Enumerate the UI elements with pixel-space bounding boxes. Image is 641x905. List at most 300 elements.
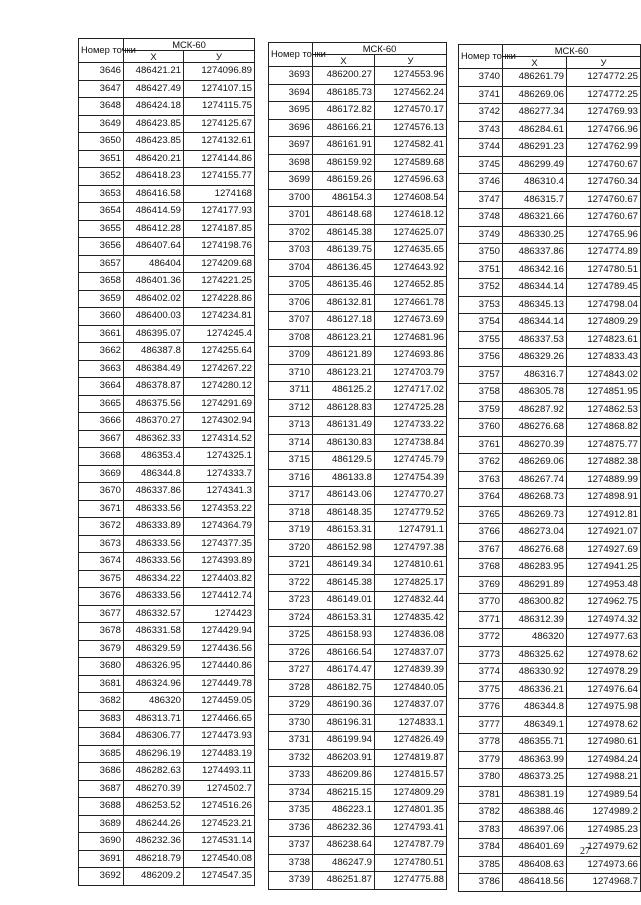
y-coordinate-cell: 1274760.34: [567, 174, 641, 192]
table-row: [459, 524, 641, 542]
y-coordinate-cell: 1274423: [184, 605, 255, 623]
y-coordinate-cell: 1274762.99: [567, 139, 641, 157]
x-coordinate-cell: 486215.15: [313, 784, 375, 802]
x-coordinate-cell: 486136.45: [313, 259, 375, 277]
table-row: [79, 308, 255, 326]
x-coordinate-cell: 486282.63: [124, 763, 184, 781]
point-number-cell: 3682: [79, 693, 124, 711]
x-coordinate-cell: 486427.49: [124, 80, 184, 98]
point-number-cell: 3684: [79, 728, 124, 746]
x-coordinate-cell: 486148.35: [313, 504, 375, 522]
y-coordinate-cell: 1274989.54: [567, 786, 641, 804]
table-row: [269, 84, 447, 102]
y-coordinate-cell: 1274228.86: [184, 290, 255, 308]
x-coordinate-cell: 486283.95: [503, 559, 567, 577]
y-coordinate-cell: 1274255.64: [184, 343, 255, 361]
table-row: [459, 156, 641, 174]
point-number-cell: 3767: [459, 541, 503, 559]
y-coordinate-cell: 1274144.86: [184, 150, 255, 168]
x-coordinate-cell: 486200.27: [313, 67, 375, 85]
x-coordinate-cell: 486401.69: [503, 839, 567, 857]
y-coordinate-cell: 1274234.81: [184, 308, 255, 326]
point-number-cell: 3661: [79, 325, 124, 343]
point-number-cell: 3771: [459, 611, 503, 629]
x-coordinate-cell: 486159.92: [313, 154, 375, 172]
x-coordinate-cell: 486404: [124, 255, 184, 273]
table-row: [79, 98, 255, 116]
point-number-cell: 3715: [269, 452, 313, 470]
y-coordinate-cell: 1274797.38: [375, 539, 447, 557]
x-coordinate-cell: 486321.66: [503, 209, 567, 227]
table-row: [79, 658, 255, 676]
table-row: [459, 174, 641, 192]
x-coordinate-cell: 486349.1: [503, 716, 567, 734]
y-coordinate-cell: 1274975.98: [567, 699, 641, 717]
point-number-cell: 3727: [269, 662, 313, 680]
x-coordinate-cell: 486209.2: [124, 868, 184, 886]
y-coordinate-cell: 1274738.84: [375, 434, 447, 452]
point-number-cell: 3735: [269, 802, 313, 820]
x-coordinate-cell: 486148.68: [313, 207, 375, 225]
y-coordinate-cell: 1274775.88: [375, 872, 447, 890]
point-number-cell: 3757: [459, 366, 503, 384]
y-coordinate-cell: 1274927.69: [567, 541, 641, 559]
y-coordinate-cell: 1274837.07: [375, 644, 447, 662]
x-coordinate-cell: 486423.85: [124, 133, 184, 151]
x-coordinate-cell: 486166.54: [313, 644, 375, 662]
table-row: [79, 850, 255, 868]
table-row: [79, 605, 255, 623]
table-row: [269, 749, 447, 767]
point-number-cell: 3741: [459, 86, 503, 104]
point-number-cell: 3774: [459, 664, 503, 682]
x-coordinate-cell: 486320: [503, 629, 567, 647]
table-row: [459, 401, 641, 419]
y-coordinate-cell: 1274832.44: [375, 592, 447, 610]
table-row: [79, 378, 255, 396]
x-coordinate-cell: 486397.06: [503, 821, 567, 839]
point-number-cell: 3703: [269, 242, 313, 260]
table-row: [269, 277, 447, 295]
table-row: [269, 697, 447, 715]
x-coordinate-cell: 486125.2: [313, 382, 375, 400]
point-number-cell: 3655: [79, 220, 124, 238]
point-number-cell: 3666: [79, 413, 124, 431]
y-coordinate-cell: 1274314.52: [184, 430, 255, 448]
y-coordinate-cell: 1274780.51: [375, 854, 447, 872]
y-coordinate-cell: 1274703.79: [375, 364, 447, 382]
point-number-cell: 3665: [79, 395, 124, 413]
point-number-cell: 3752: [459, 279, 503, 297]
point-number-cell: 3688: [79, 798, 124, 816]
x-coordinate-cell: 486342.16: [503, 261, 567, 279]
y-coordinate-cell: 1274125.67: [184, 115, 255, 133]
table-row: [79, 185, 255, 203]
point-number-cell: 3658: [79, 273, 124, 291]
point-number-header: Номер точки: [459, 45, 503, 69]
point-number-cell: 3725: [269, 627, 313, 645]
table-row: [269, 732, 447, 750]
point-number-cell: 3742: [459, 104, 503, 122]
point-number-cell: 3754: [459, 314, 503, 332]
table-row: [269, 854, 447, 872]
x-coordinate-cell: 486363.99: [503, 751, 567, 769]
point-number-cell: 3705: [269, 277, 313, 295]
point-number-cell: 3764: [459, 489, 503, 507]
x-coordinate-cell: 486131.49: [313, 417, 375, 435]
y-coordinate-cell: 1274693.86: [375, 347, 447, 365]
point-number-cell: 3659: [79, 290, 124, 308]
y-coordinate-cell: 1274760.67: [567, 156, 641, 174]
table-row: [459, 384, 641, 402]
point-number-cell: 3674: [79, 553, 124, 571]
point-number-cell: 3697: [269, 137, 313, 155]
y-coordinate-cell: 1274793.41: [375, 819, 447, 837]
table-row: [79, 728, 255, 746]
x-coordinate-cell: 486269.73: [503, 506, 567, 524]
table-row: [269, 487, 447, 505]
point-number-cell: 3766: [459, 524, 503, 542]
x-coordinate-cell: 486247.9: [313, 854, 375, 872]
table-row: [269, 522, 447, 540]
x-coordinate-cell: 486421.21: [124, 63, 184, 81]
y-coordinate-cell: 1274341.3: [184, 483, 255, 501]
y-coordinate-cell: 1274833.1: [375, 714, 447, 732]
table-row: [269, 382, 447, 400]
point-number-cell: 3738: [269, 854, 313, 872]
table-row: [79, 413, 255, 431]
point-number-cell: 3720: [269, 539, 313, 557]
y-coordinate-cell: 1274826.49: [375, 732, 447, 750]
table-row: [459, 244, 641, 262]
point-number-cell: 3784: [459, 839, 503, 857]
x-coordinate-cell: 486129.5: [313, 452, 375, 470]
y-coordinate-cell: 1274772.25: [567, 86, 641, 104]
x-coordinate-cell: 486149.01: [313, 592, 375, 610]
table-row: [79, 710, 255, 728]
y-coordinate-cell: 1274570.17: [375, 102, 447, 120]
table-row: [269, 259, 447, 277]
table-row: [79, 465, 255, 483]
y-coordinate-cell: 1274833.43: [567, 349, 641, 367]
x-coordinate-cell: 486209.86: [313, 767, 375, 785]
x-coordinate-cell: 486149.34: [313, 557, 375, 575]
y-coordinate-cell: 1274302.94: [184, 413, 255, 431]
table-row: [79, 745, 255, 763]
table-row: [459, 366, 641, 384]
table-row: [459, 786, 641, 804]
x-coordinate-cell: 486269.06: [503, 86, 567, 104]
y-coordinate-cell: 1274779.52: [375, 504, 447, 522]
y-coordinate-cell: 1274717.02: [375, 382, 447, 400]
y-coordinate-cell: 1274962.75: [567, 594, 641, 612]
point-number-cell: 3686: [79, 763, 124, 781]
point-number-cell: 3675: [79, 570, 124, 588]
table-row: [269, 802, 447, 820]
point-number-cell: 3650: [79, 133, 124, 151]
y-coordinate-cell: 1274459.05: [184, 693, 255, 711]
point-number-cell: 3676: [79, 588, 124, 606]
point-number-cell: 3680: [79, 658, 124, 676]
x-coordinate-cell: 486261.79: [503, 69, 567, 87]
x-coordinate-cell: 486337.86: [124, 483, 184, 501]
x-coordinate-cell: 486306.77: [124, 728, 184, 746]
x-coordinate-cell: 486381.19: [503, 786, 567, 804]
table-row: [79, 640, 255, 658]
table-row: [269, 574, 447, 592]
x-coordinate-cell: 486325.62: [503, 646, 567, 664]
x-coordinate-cell: 486276.68: [503, 419, 567, 437]
x-coordinate-cell: 486344.8: [124, 465, 184, 483]
table-row: [269, 767, 447, 785]
x-coordinate-cell: 486128.83: [313, 399, 375, 417]
x-coordinate-cell: 486172.82: [313, 102, 375, 120]
table-row: [459, 856, 641, 874]
x-coordinate-cell: 486375.56: [124, 395, 184, 413]
table-row: [459, 821, 641, 839]
x-coordinate-cell: 486424.18: [124, 98, 184, 116]
x-coordinate-cell: 486174.47: [313, 662, 375, 680]
point-number-cell: 3699: [269, 172, 313, 190]
y-coordinate-cell: 1274770.27: [375, 487, 447, 505]
table-row: [269, 189, 447, 207]
y-coordinate-cell: 1274774.89: [567, 244, 641, 262]
table-row: [459, 646, 641, 664]
y-coordinate-cell: 1274440.86: [184, 658, 255, 676]
x-coordinate-cell: 486373.25: [503, 769, 567, 787]
x-coordinate-cell: 486305.78: [503, 384, 567, 402]
point-number-header: Номер точки: [79, 39, 124, 63]
x-coordinate-cell: 486203.91: [313, 749, 375, 767]
table-row: [459, 751, 641, 769]
x-coordinate-cell: 486362.33: [124, 430, 184, 448]
x-coordinate-cell: 486332.57: [124, 605, 184, 623]
x-coordinate-cell: 486395.07: [124, 325, 184, 343]
x-coordinate-cell: 486223.1: [313, 802, 375, 820]
x-coordinate-cell: 486312.39: [503, 611, 567, 629]
point-number-cell: 3778: [459, 734, 503, 752]
table-row: [269, 539, 447, 557]
point-number-cell: 3781: [459, 786, 503, 804]
point-number-cell: 3772: [459, 629, 503, 647]
table-row: [269, 837, 447, 855]
y-coordinate-cell: 1274862.53: [567, 401, 641, 419]
table-row: [269, 154, 447, 172]
x-coordinate-cell: 486232.36: [124, 833, 184, 851]
y-coordinate-cell: 1274815.57: [375, 767, 447, 785]
point-number-cell: 3696: [269, 119, 313, 137]
x-coordinate-cell: 486287.92: [503, 401, 567, 419]
table-row: [79, 273, 255, 291]
y-header: У: [184, 51, 255, 63]
x-coordinate-cell: 486388.46: [503, 804, 567, 822]
table-row: [79, 815, 255, 833]
y-coordinate-cell: 1274973.66: [567, 856, 641, 874]
table-row: [79, 255, 255, 273]
x-coordinate-cell: 486407.64: [124, 238, 184, 256]
point-number-cell: 3756: [459, 349, 503, 367]
point-number-cell: 3785: [459, 856, 503, 874]
x-coordinate-cell: 486336.21: [503, 681, 567, 699]
y-coordinate-cell: 1274978.29: [567, 664, 641, 682]
y-coordinate-cell: 1274801.35: [375, 802, 447, 820]
y-coordinate-cell: 1274889.99: [567, 471, 641, 489]
table-row: [269, 417, 447, 435]
table-row: [269, 329, 447, 347]
point-number-cell: 3714: [269, 434, 313, 452]
table-row: [79, 588, 255, 606]
y-coordinate-cell: 1274979.62: [567, 839, 641, 857]
x-coordinate-cell: 486267.74: [503, 471, 567, 489]
table-row: [269, 609, 447, 627]
y-coordinate-cell: 1274493.11: [184, 763, 255, 781]
y-coordinate-cell: 1274875.77: [567, 436, 641, 454]
point-number-cell: 3656: [79, 238, 124, 256]
table-row: [459, 86, 641, 104]
table-row: [459, 296, 641, 314]
x-coordinate-cell: 486331.58: [124, 623, 184, 641]
point-number-cell: 3667: [79, 430, 124, 448]
table-row: [269, 119, 447, 137]
table-row: [459, 436, 641, 454]
y-coordinate-cell: 1274839.39: [375, 662, 447, 680]
table-row: [459, 104, 641, 122]
point-number-cell: 3695: [269, 102, 313, 120]
y-coordinate-cell: 1274516.26: [184, 798, 255, 816]
point-number-cell: 3713: [269, 417, 313, 435]
x-coordinate-cell: 486378.87: [124, 378, 184, 396]
x-coordinate-cell: 486268.73: [503, 489, 567, 507]
table-row: [459, 611, 641, 629]
y-coordinate-cell: 1274412.74: [184, 588, 255, 606]
point-number-cell: 3732: [269, 749, 313, 767]
x-coordinate-cell: 486313.71: [124, 710, 184, 728]
y-header: У: [375, 55, 447, 67]
y-coordinate-cell: 1274825.17: [375, 574, 447, 592]
y-coordinate-cell: 1274977.63: [567, 629, 641, 647]
x-coordinate-cell: 486232.36: [313, 819, 375, 837]
x-coordinate-cell: 486330.92: [503, 664, 567, 682]
x-coordinate-cell: 486412.28: [124, 220, 184, 238]
table-row: [79, 798, 255, 816]
y-coordinate-cell: 1274823.61: [567, 331, 641, 349]
x-coordinate-cell: 486333.56: [124, 535, 184, 553]
point-number-cell: 3668: [79, 448, 124, 466]
point-number-cell: 3776: [459, 699, 503, 717]
y-coordinate-cell: 1274466.65: [184, 710, 255, 728]
y-coordinate-cell: 1274449.78: [184, 675, 255, 693]
table-row: [459, 769, 641, 787]
point-number-cell: 3708: [269, 329, 313, 347]
table-row: [269, 67, 447, 85]
y-coordinate-cell: 1274984.24: [567, 751, 641, 769]
x-coordinate-cell: 486153.31: [313, 522, 375, 540]
point-number-cell: 3750: [459, 244, 503, 262]
x-coordinate-cell: 486185.73: [313, 84, 375, 102]
y-coordinate-cell: 1274733.22: [375, 417, 447, 435]
point-number-cell: 3723: [269, 592, 313, 610]
y-coordinate-cell: 1274780.51: [567, 261, 641, 279]
table-row: [269, 644, 447, 662]
point-number-cell: 3773: [459, 646, 503, 664]
y-coordinate-cell: 1274787.79: [375, 837, 447, 855]
x-coordinate-cell: 486199.94: [313, 732, 375, 750]
point-number-cell: 3706: [269, 294, 313, 312]
x-coordinate-cell: 486329.59: [124, 640, 184, 658]
y-coordinate-cell: 1274608.54: [375, 189, 447, 207]
x-coordinate-cell: 486291.89: [503, 576, 567, 594]
table-row: [79, 203, 255, 221]
point-number-cell: 3709: [269, 347, 313, 365]
point-number-cell: 3748: [459, 209, 503, 227]
table-row: [79, 80, 255, 98]
point-number-cell: 3679: [79, 640, 124, 658]
y-coordinate-cell: 1274791.1: [375, 522, 447, 540]
y-coordinate-cell: 1274187.85: [184, 220, 255, 238]
y-coordinate-cell: 1274618.12: [375, 207, 447, 225]
y-coordinate-cell: 1274989.2: [567, 804, 641, 822]
point-number-cell: 3719: [269, 522, 313, 540]
y-coordinate-cell: 1274596.63: [375, 172, 447, 190]
table-row: [79, 780, 255, 798]
x-coordinate-cell: 486333.56: [124, 500, 184, 518]
point-number-cell: 3678: [79, 623, 124, 641]
page-number: 27: [580, 846, 590, 857]
point-number-cell: 3662: [79, 343, 124, 361]
y-coordinate-cell: 1274912.81: [567, 506, 641, 524]
table-row: [79, 868, 255, 886]
table-row: [269, 819, 447, 837]
y-coordinate-cell: 1274754.39: [375, 469, 447, 487]
point-number-cell: 3651: [79, 150, 124, 168]
point-number-cell: 3731: [269, 732, 313, 750]
x-coordinate-cell: 486337.86: [503, 244, 567, 262]
x-coordinate-cell: 486299.49: [503, 156, 567, 174]
table-row: [79, 290, 255, 308]
y-coordinate-cell: 1274291.69: [184, 395, 255, 413]
table-row: [79, 500, 255, 518]
table-row: [269, 399, 447, 417]
point-number-cell: 3652: [79, 168, 124, 186]
table-row: [79, 570, 255, 588]
y-coordinate-cell: 1274652.85: [375, 277, 447, 295]
point-number-cell: 3671: [79, 500, 124, 518]
point-number-cell: 3691: [79, 850, 124, 868]
table-row: [459, 576, 641, 594]
y-coordinate-cell: 1274221.25: [184, 273, 255, 291]
y-coordinate-cell: 1274765.96: [567, 226, 641, 244]
table-row: [79, 150, 255, 168]
y-coordinate-cell: 1274882.38: [567, 454, 641, 472]
table-row: [459, 349, 641, 367]
table-row: [269, 224, 447, 242]
y-coordinate-cell: 1274483.19: [184, 745, 255, 763]
point-number-cell: 3743: [459, 121, 503, 139]
x-coordinate-cell: 486153.31: [313, 609, 375, 627]
x-coordinate-cell: 486337.53: [503, 331, 567, 349]
y-coordinate-cell: 1274978.62: [567, 646, 641, 664]
x-coordinate-cell: 486154.3: [313, 189, 375, 207]
y-coordinate-cell: 1274436.56: [184, 640, 255, 658]
table-row: [459, 594, 641, 612]
y-coordinate-cell: 1274209.68: [184, 255, 255, 273]
x-coordinate-cell: 486270.39: [124, 780, 184, 798]
point-number-cell: 3687: [79, 780, 124, 798]
y-coordinate-cell: 1274643.92: [375, 259, 447, 277]
table-row: [459, 314, 641, 332]
table-row: [459, 279, 641, 297]
point-number-cell: 3660: [79, 308, 124, 326]
